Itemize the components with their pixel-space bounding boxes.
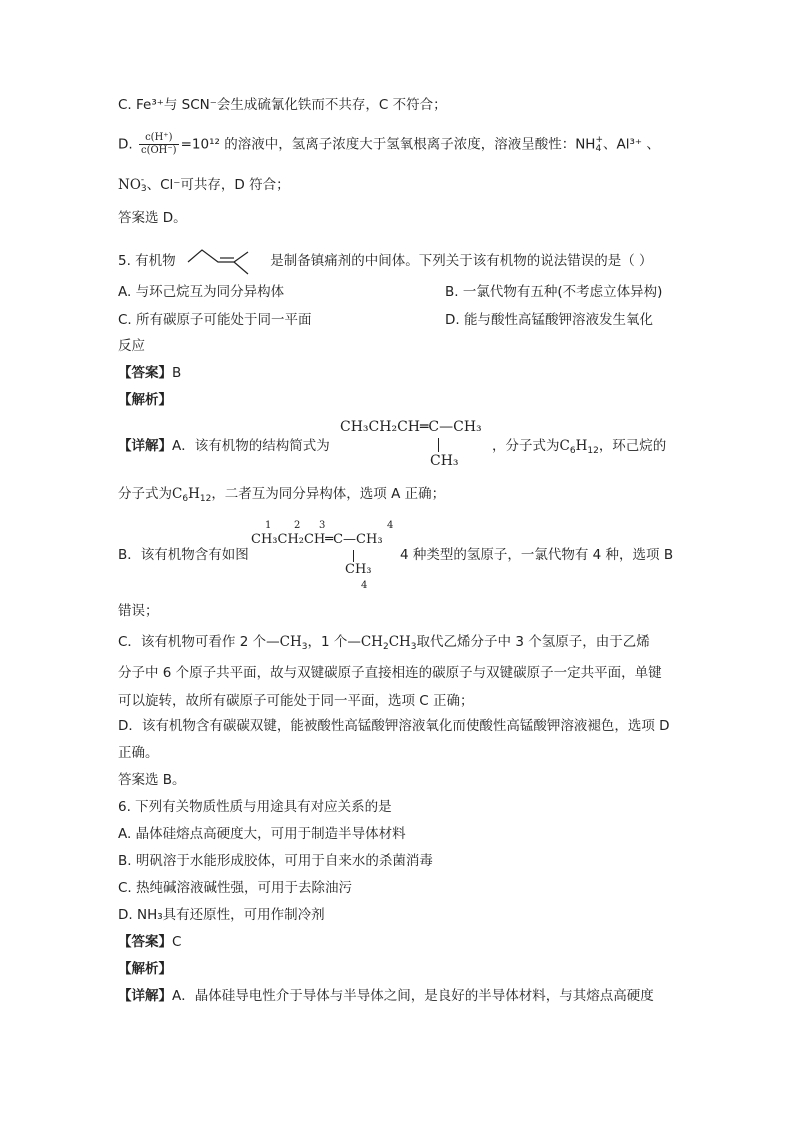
prev-answer: 答案选 D。 xyxy=(118,210,187,226)
q5-option-d: D. 能与酸性高锰酸钾溶液发生氧化 xyxy=(445,312,653,328)
q5-stem: 5. 有机物 是制备镇痛剂的中间体。下列关于该有机物的说法错误的是（ ） xyxy=(118,246,653,276)
q6-analysis-heading: 【解析】 xyxy=(118,961,172,977)
q5-option-a: A. 与环己烷互为同分异构体 xyxy=(118,284,285,300)
skeletal-structure-image xyxy=(184,246,262,276)
q6-option-d: D. NH₃具有还原性，可用作制冷剂 xyxy=(118,907,325,923)
ion-ratio-fraction: $\frac{c(H^+)}{c(OH^-)}$ xyxy=(140,132,177,156)
structural-formula-1: CH₃CH₂CH═C—CH₃ CH₃ xyxy=(340,419,482,469)
q6-option-c: C. 热纯碱溶液碱性强，可用于去除油污 xyxy=(118,880,353,896)
q5-detail-b-line1b: 4 种类型的氢原子，一氯代物有 4 种，选项 B xyxy=(400,547,674,563)
q6-stem: 6. 下列有关物质性质与用途具有对应关系的是 xyxy=(118,799,392,815)
q5-detail-d-line1: D．该有机物含有碳碳双键，能被酸性高锰酸钾溶液氧化而使酸性高锰酸钾溶液褪色，选项 D xyxy=(118,718,670,734)
q5-analysis-heading: 【解析】 xyxy=(118,392,172,408)
q5-option-d-cont: 反应 xyxy=(118,338,145,354)
q5-detail-a-line1: 【详解】A．该有机物的结构简式为 xyxy=(118,438,330,454)
q5-final-answer: 答案选 B。 xyxy=(118,772,186,788)
q5-detail-d-line2: 正确。 xyxy=(118,745,159,761)
q5-detail-c-line2: 分子中 6 个原子共平面，故与双键碳原子直接相连的碳原子与双键碳原子一定共平面，单键 xyxy=(118,665,662,681)
q5-detail-a-line1b: ，分子式为$C_6H_{12}$，环己烷的 xyxy=(492,438,667,456)
prev-option-d: D. $\frac{c(H^+)}{c(OH^-)}$ =10¹² 的溶液中，氢离子浓度大于氢氧根离子浓度，溶液呈酸性：NH + 4 、Al³⁺ 、 xyxy=(118,132,660,156)
q6-answer: 【答案】C xyxy=(118,934,182,950)
q5-detail-a-line2: 分子式为$C_6H_{12}$，二者互为同分异构体，选项 A 正确； xyxy=(118,486,446,504)
q5-answer: 【答案】B xyxy=(118,365,182,381)
q6-detail-a: 【详解】A．晶体硅导电性介于导体与半导体之间，是良好的半导体材料，与其熔点高硬度 xyxy=(118,988,654,1004)
prev-option-d-cont: NO - 3 、Cl⁻可共存，D 符合； xyxy=(118,175,290,194)
q6-option-b: B. 明矾溶于水能形成胶体，可用于自来水的杀菌消毒 xyxy=(118,853,433,869)
prev-option-c: C. Fe³⁺与 SCN⁻会生成硫氰化铁而不共存，C 不符合； xyxy=(118,97,447,113)
q5-option-b: B. 一氯代物有五种(不考虑立体异构) xyxy=(445,284,663,300)
q6-option-a: A. 晶体硅熔点高硬度大，可用于制造半导体材料 xyxy=(118,826,406,842)
q5-detail-c-line3: 可以旋转，故所有碳原子可能处于同一平面，选项 C 正确； xyxy=(118,693,474,709)
q5-detail-b-line1: B．该有机物含有如图 xyxy=(118,547,249,563)
q5-detail-c-line1: C．该有机物可看作 2 个$—CH_3$，1 个$—CH_2CH_3$取代乙烯分子中 3 个氢原子，由于乙烯 xyxy=(118,634,650,652)
q5-detail-b-line2: 错误； xyxy=(118,603,159,619)
q5-option-c: C. 所有碳原子可能处于同一平面 xyxy=(118,312,312,328)
